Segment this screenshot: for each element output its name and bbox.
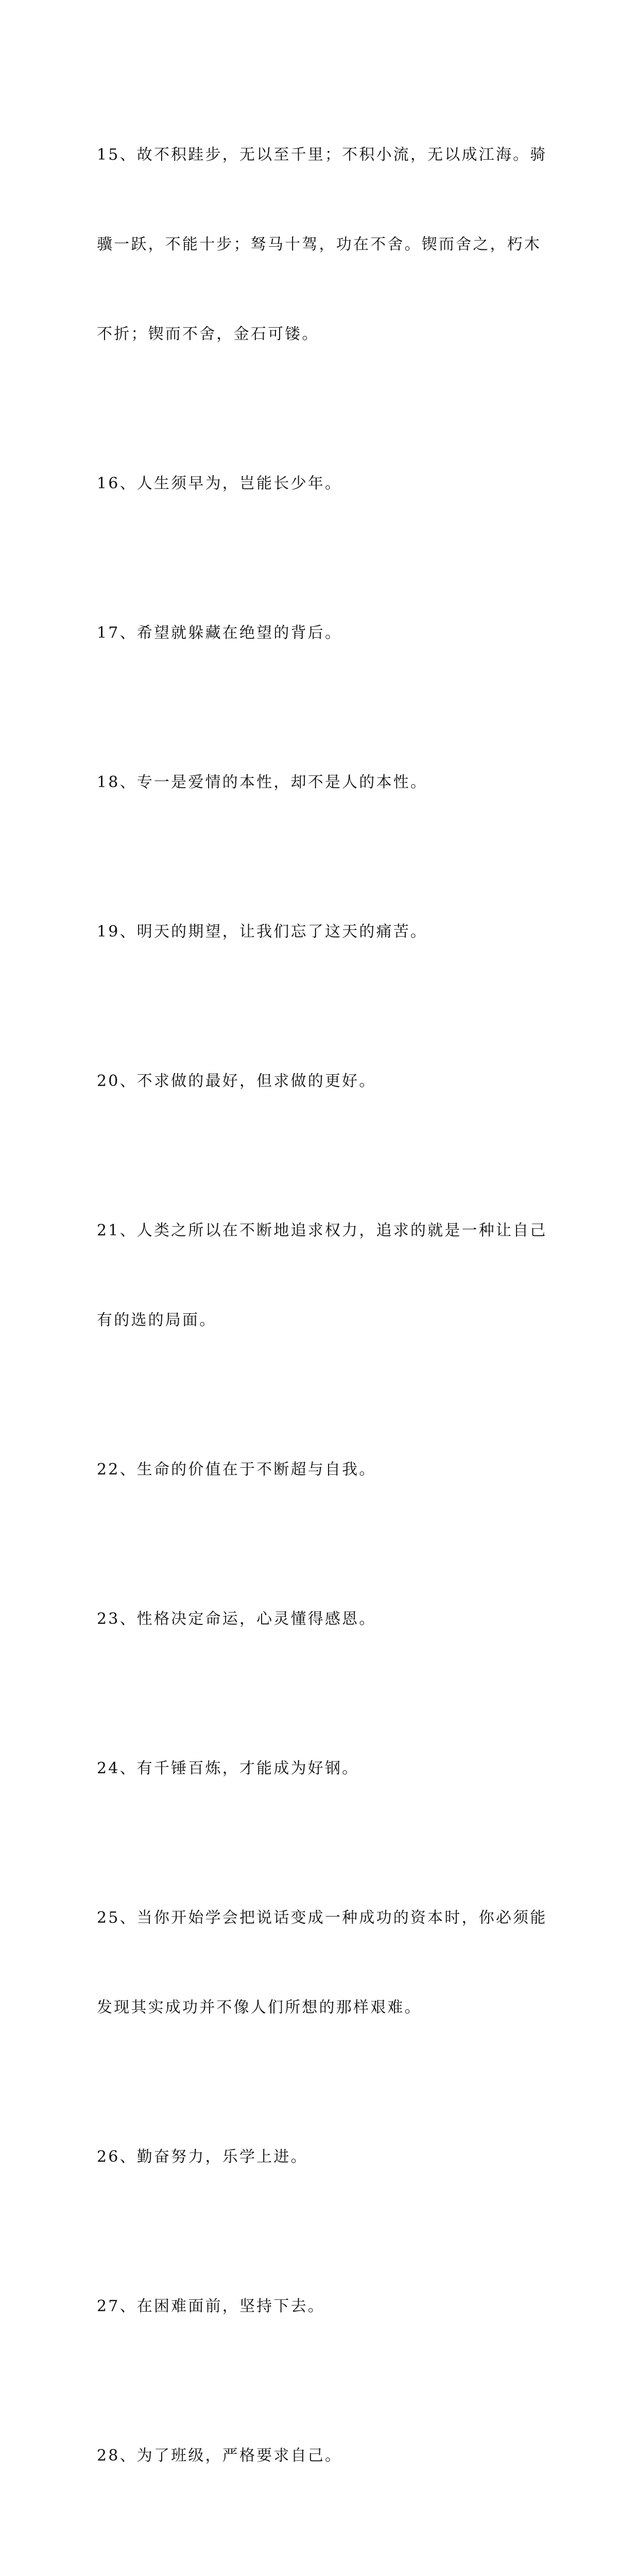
quote-line: 15、故不积跬步，无以至千里；不积小流，无以成江海。骑	[97, 146, 547, 164]
quote-line: 骥一跃，不能十步；驽马十驾，功在不舍。锲而舍之，朽木	[97, 235, 542, 253]
quote-22	[97, 1395, 544, 1545]
quote-line: 20、不求做的最好，但求做的更好。	[97, 1072, 376, 1090]
quote-line: 28、为了班级，严格要求自己。	[97, 2447, 342, 2465]
quote-27	[97, 2232, 544, 2381]
quote-line: 24、有千锤百炼，才能成为好钢。	[97, 1759, 359, 1777]
quote-26	[97, 2082, 544, 2232]
quote-line: 16、人生须早为，岂能长少年。	[97, 474, 342, 493]
quote-line: 17、希望就躲藏在绝望的背后。	[97, 624, 342, 642]
quote-line: 26、勤奋努力，乐学上进。	[97, 2148, 308, 2166]
quote-line: 19、明天的期望，让我们忘了这天的痛苦。	[97, 923, 428, 941]
quote-line: 23、性格决定命运，心灵懂得感恩。	[97, 1610, 376, 1628]
quote-28	[97, 2381, 544, 2531]
quote-29	[97, 2531, 544, 2576]
quote-20	[97, 1007, 544, 1156]
quote-line: 21、人类之所以在不断地追求权力，追求的就是一种让自己	[97, 1222, 547, 1240]
quote-19	[97, 857, 544, 1007]
quote-line: 27、在困难面前，坚持下去。	[97, 2297, 325, 2315]
quote-line: 22、生命的价值在于不断超与自我。	[97, 1461, 376, 1479]
quote-24	[97, 1694, 544, 1843]
quote-25	[97, 1843, 547, 2082]
quote-line: 18、专一是爱情的本性，却不是人的本性。	[97, 773, 428, 791]
quote-line: 25、当你开始学会把说话变成一种成功的资本时，你必须能	[97, 1909, 547, 1927]
quote-17	[97, 558, 544, 708]
quote-23	[97, 1545, 544, 1694]
quote-15	[97, 80, 547, 409]
quote-line: 不折；锲而不舍，金石可镂。	[97, 325, 319, 343]
quote-16	[97, 409, 544, 558]
quote-list	[97, 80, 547, 2576]
quote-line: 有的选的局面。	[97, 1311, 217, 1329]
quote-21	[97, 1156, 547, 1395]
quote-18	[97, 708, 544, 857]
quote-line: 发现其实成功并不像人们所想的那样艰难。	[97, 1998, 422, 2016]
